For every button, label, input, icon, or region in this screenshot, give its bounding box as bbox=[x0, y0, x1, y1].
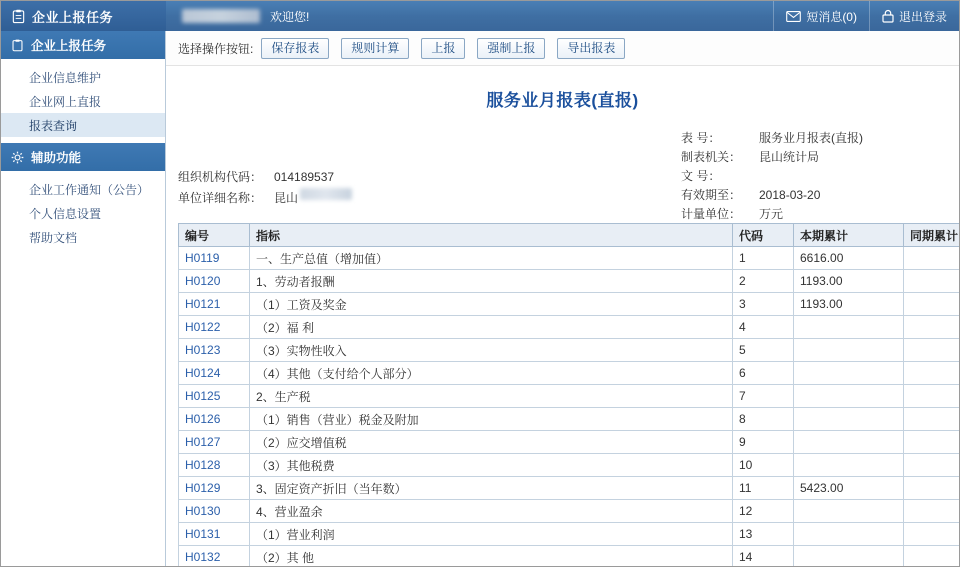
row-seq-cell: 2 bbox=[733, 270, 794, 293]
table-row bbox=[179, 546, 960, 567]
report-meta-left bbox=[178, 167, 498, 209]
meta-value: 万元 bbox=[759, 207, 784, 221]
row-code-cell[interactable] bbox=[179, 431, 250, 454]
row-same-period-cell[interactable] bbox=[904, 431, 960, 454]
meta-value: 服务业月报表(直报) bbox=[759, 131, 863, 145]
sidebar-item-label: 企业信息维护 bbox=[29, 70, 102, 85]
meta-row bbox=[681, 148, 941, 166]
row-code-link[interactable]: H0125 bbox=[185, 389, 221, 403]
row-code-cell[interactable] bbox=[179, 546, 250, 567]
sidebar-item-enterprise-info[interactable] bbox=[1, 65, 165, 89]
column-header-seq: 代码 bbox=[733, 224, 794, 247]
row-seq-cell: 13 bbox=[733, 523, 794, 546]
sidebar-item-report-query[interactable] bbox=[1, 113, 165, 137]
org-name-redacted bbox=[300, 188, 352, 200]
table-row bbox=[179, 316, 960, 339]
row-indicator-cell: 3、固定资产折旧（当年数） bbox=[250, 477, 733, 500]
meta-key: 计量单位： bbox=[681, 207, 742, 221]
row-same-period-cell[interactable] bbox=[904, 408, 960, 431]
row-seq-cell: 14 bbox=[733, 546, 794, 567]
meta-key: 有效期至： bbox=[681, 188, 742, 202]
row-seq-cell: 11 bbox=[733, 477, 794, 500]
row-same-period-cell[interactable] bbox=[904, 477, 960, 500]
messages-label: 短消息(0) bbox=[806, 9, 857, 24]
row-same-period-cell[interactable] bbox=[904, 247, 960, 270]
app-brand bbox=[1, 1, 166, 31]
column-header-current: 本期累计 bbox=[794, 224, 904, 247]
table-row bbox=[179, 385, 960, 408]
sidebar-item-work-notice[interactable] bbox=[1, 177, 165, 201]
meta-key: 制表机关： bbox=[681, 150, 742, 164]
row-code-link[interactable]: H0126 bbox=[185, 412, 221, 426]
user-area bbox=[166, 8, 773, 25]
row-current-cell[interactable] bbox=[794, 316, 904, 339]
row-same-period-cell[interactable] bbox=[904, 546, 960, 567]
meta-value: 2018-03-20 bbox=[759, 188, 821, 202]
row-same-period-cell[interactable] bbox=[904, 385, 960, 408]
meta-row bbox=[681, 186, 941, 204]
row-seq-cell: 8 bbox=[733, 408, 794, 431]
row-code-link[interactable]: H0124 bbox=[185, 366, 221, 380]
row-same-period-cell[interactable] bbox=[904, 523, 960, 546]
sidebar-item-label: 帮助文档 bbox=[29, 230, 78, 245]
sidebar-group-label: 辅助功能 bbox=[31, 151, 82, 165]
row-code-cell[interactable] bbox=[179, 500, 250, 523]
row-current-cell[interactable]: 6616.00 bbox=[794, 247, 904, 270]
row-current-cell[interactable]: 1193.00 bbox=[794, 293, 904, 316]
logout-label: 退出登录 bbox=[898, 9, 947, 24]
sidebar-group-aux[interactable] bbox=[1, 143, 165, 171]
row-code-link[interactable]: H0130 bbox=[185, 504, 221, 518]
row-code-link[interactable]: H0121 bbox=[185, 297, 221, 311]
rule-calc-button[interactable]: 规则计算 bbox=[341, 38, 409, 59]
row-indicator-cell: 4、营业盈余 bbox=[250, 500, 733, 523]
meta-value: 014189537 bbox=[274, 170, 335, 184]
row-current-cell[interactable] bbox=[794, 523, 904, 546]
table-row bbox=[179, 293, 960, 316]
row-current-cell[interactable] bbox=[794, 500, 904, 523]
sidebar-item-personal-settings[interactable] bbox=[1, 201, 165, 225]
row-same-period-cell[interactable] bbox=[904, 316, 960, 339]
messages-button[interactable] bbox=[774, 1, 869, 31]
sidebar-group-label: 企业上报任务 bbox=[31, 39, 107, 53]
meta-row bbox=[681, 205, 941, 223]
sidebar-item-label: 个人信息设置 bbox=[29, 206, 102, 221]
row-same-period-cell[interactable] bbox=[904, 454, 960, 477]
row-seq-cell: 9 bbox=[733, 431, 794, 454]
report-toolbar bbox=[166, 31, 959, 66]
table-row bbox=[179, 477, 960, 500]
row-same-period-cell[interactable] bbox=[904, 500, 960, 523]
table-row bbox=[179, 500, 960, 523]
table-header-row bbox=[179, 224, 960, 247]
column-header-same-period: 同期累计 bbox=[904, 224, 960, 247]
row-code-link[interactable]: H0127 bbox=[185, 435, 221, 449]
report-table bbox=[178, 223, 959, 566]
sidebar-item-label: 报表查询 bbox=[29, 118, 78, 133]
row-seq-cell: 7 bbox=[733, 385, 794, 408]
row-seq-cell: 12 bbox=[733, 500, 794, 523]
app-title: 企业上报任务 bbox=[32, 9, 114, 25]
sidebar-item-label: 企业网上直报 bbox=[29, 94, 102, 109]
meta-row bbox=[681, 129, 941, 147]
row-current-cell[interactable] bbox=[794, 385, 904, 408]
row-code-cell[interactable] bbox=[179, 454, 250, 477]
clipboard-icon bbox=[11, 39, 24, 52]
table-row bbox=[179, 362, 960, 385]
sidebar bbox=[1, 31, 166, 566]
clipboard-icon bbox=[11, 9, 26, 24]
row-seq-cell: 10 bbox=[733, 454, 794, 477]
row-indicator-cell: （3）实物性收入 bbox=[250, 339, 733, 362]
row-code-link[interactable]: H0129 bbox=[185, 481, 221, 495]
page-title: 服务业月报表(直报) bbox=[486, 91, 639, 110]
row-code-link[interactable]: H0131 bbox=[185, 527, 221, 541]
row-seq-cell: 3 bbox=[733, 293, 794, 316]
row-code-link[interactable]: H0122 bbox=[185, 320, 221, 334]
row-indicator-cell: 一、生产总值（增加值） bbox=[250, 247, 733, 270]
welcome-text: 欢迎您! bbox=[270, 9, 310, 24]
table-row bbox=[179, 270, 960, 293]
row-current-cell[interactable] bbox=[794, 454, 904, 477]
column-header-indicator: 指标 bbox=[250, 224, 733, 247]
row-code-link[interactable]: H0132 bbox=[185, 550, 221, 564]
row-current-cell[interactable] bbox=[794, 431, 904, 454]
username-redacted bbox=[182, 9, 260, 23]
top-bar bbox=[1, 1, 959, 31]
table-row bbox=[179, 431, 960, 454]
row-indicator-cell: （1）营业利润 bbox=[250, 523, 733, 546]
row-current-cell[interactable] bbox=[794, 339, 904, 362]
sidebar-item-label: 企业工作通知（公告） bbox=[29, 182, 150, 197]
row-indicator-cell: （1）工资及奖金 bbox=[250, 293, 733, 316]
export-report-button[interactable]: 导出报表 bbox=[557, 38, 625, 59]
table-row bbox=[179, 408, 960, 431]
gear-icon bbox=[11, 151, 24, 164]
submit-button[interactable]: 上报 bbox=[421, 38, 465, 59]
row-code-link[interactable]: H0120 bbox=[185, 274, 221, 288]
row-code-link[interactable]: H0119 bbox=[185, 251, 220, 265]
meta-row bbox=[681, 167, 941, 185]
meta-key: 单位详细名称： bbox=[178, 191, 263, 205]
row-seq-cell: 6 bbox=[733, 362, 794, 385]
row-seq-cell: 5 bbox=[733, 339, 794, 362]
force-submit-button[interactable]: 强制上报 bbox=[477, 38, 545, 59]
row-code-cell[interactable] bbox=[179, 385, 250, 408]
row-indicator-cell: 1、劳动者报酬 bbox=[250, 270, 733, 293]
row-code-cell[interactable] bbox=[179, 408, 250, 431]
table-row bbox=[179, 523, 960, 546]
row-current-cell[interactable] bbox=[794, 408, 904, 431]
row-current-cell[interactable] bbox=[794, 546, 904, 567]
meta-key: 文 号： bbox=[681, 169, 721, 183]
row-code-cell[interactable] bbox=[179, 247, 250, 270]
main-content bbox=[166, 31, 959, 566]
save-report-button[interactable]: 保存报表 bbox=[261, 38, 329, 59]
logout-button[interactable] bbox=[870, 1, 959, 31]
org-name-row bbox=[178, 188, 498, 208]
lock-icon bbox=[882, 9, 894, 23]
row-code-link[interactable]: H0123 bbox=[185, 343, 221, 357]
row-indicator-cell: 2、生产税 bbox=[250, 385, 733, 408]
row-same-period-cell[interactable] bbox=[904, 270, 960, 293]
sidebar-group-tasks[interactable] bbox=[1, 31, 165, 59]
mail-icon bbox=[786, 11, 801, 22]
row-same-period-cell[interactable] bbox=[904, 339, 960, 362]
table-row bbox=[179, 339, 960, 362]
meta-value: 昆山 bbox=[274, 191, 299, 205]
report-meta-right bbox=[681, 129, 941, 224]
meta-value: 昆山统计局 bbox=[759, 150, 820, 164]
row-code-cell[interactable] bbox=[179, 293, 250, 316]
row-current-cell[interactable] bbox=[794, 362, 904, 385]
top-bar-actions bbox=[773, 1, 959, 31]
row-code-cell[interactable] bbox=[179, 477, 250, 500]
row-indicator-cell: （2）福 利 bbox=[250, 316, 733, 339]
row-current-cell[interactable]: 1193.00 bbox=[794, 270, 904, 293]
row-code-link[interactable]: H0128 bbox=[185, 458, 221, 472]
row-indicator-cell: （1）销售（营业）税金及附加 bbox=[250, 408, 733, 431]
row-indicator-cell: （4）其他（支付给个人部分） bbox=[250, 362, 733, 385]
row-seq-cell: 1 bbox=[733, 247, 794, 270]
row-code-cell[interactable] bbox=[179, 523, 250, 546]
meta-key: 表 号： bbox=[681, 131, 721, 145]
row-indicator-cell: （3）其他税费 bbox=[250, 454, 733, 477]
row-indicator-cell: （2）应交增值税 bbox=[250, 431, 733, 454]
row-same-period-cell[interactable] bbox=[904, 293, 960, 316]
row-code-cell[interactable] bbox=[179, 270, 250, 293]
column-header-code: 编号 bbox=[179, 224, 250, 247]
row-same-period-cell[interactable] bbox=[904, 362, 960, 385]
row-current-cell[interactable]: 5423.00 bbox=[794, 477, 904, 500]
row-seq-cell: 4 bbox=[733, 316, 794, 339]
table-row bbox=[179, 454, 960, 477]
toolbar-hint: 选择操作按钮: bbox=[178, 41, 254, 56]
sidebar-item-online-report[interactable] bbox=[1, 89, 165, 113]
row-code-cell[interactable] bbox=[179, 362, 250, 385]
row-code-cell[interactable] bbox=[179, 339, 250, 362]
row-indicator-cell: （2）其 他 bbox=[250, 546, 733, 567]
report-table-wrapper bbox=[178, 223, 959, 566]
report-meta bbox=[166, 129, 959, 221]
meta-key: 组织机构代码： bbox=[178, 170, 263, 184]
row-code-cell[interactable] bbox=[179, 316, 250, 339]
org-code-row bbox=[178, 167, 498, 187]
sidebar-item-help-doc[interactable] bbox=[1, 225, 165, 249]
table-row bbox=[179, 247, 960, 270]
